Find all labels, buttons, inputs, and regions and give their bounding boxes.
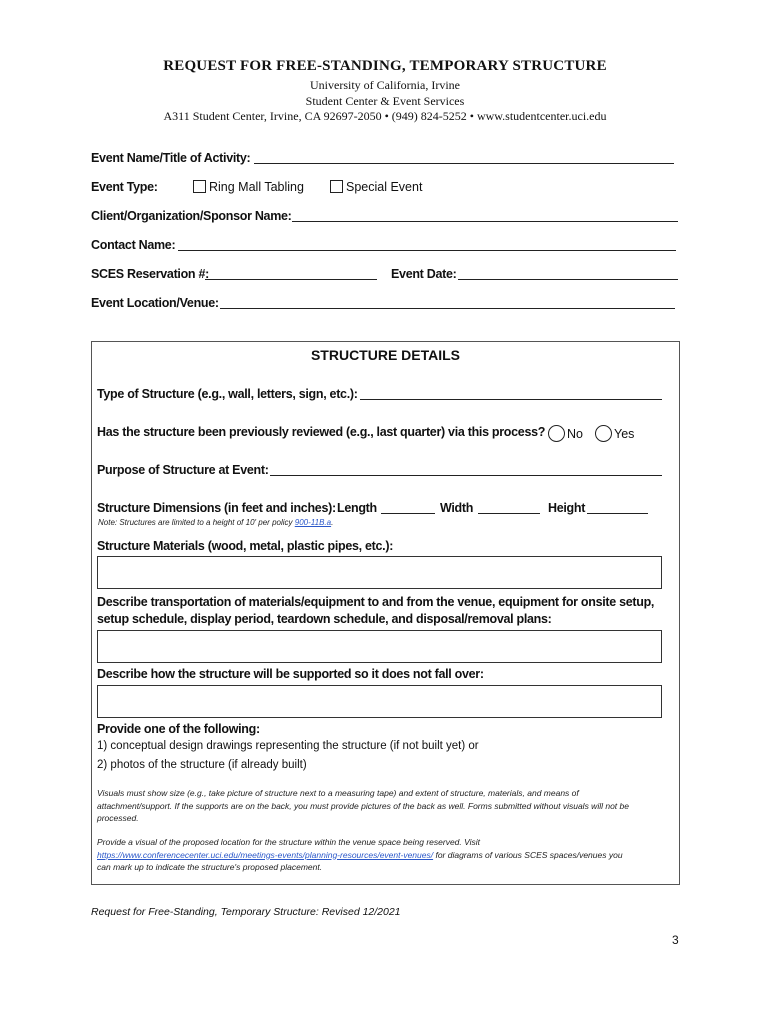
reviewed-question-label: Has the structure been previously reviewed (e.g., last quarter) via this process?	[97, 425, 546, 439]
reservation-label: SCES Reservation #:	[91, 267, 209, 281]
ring-mall-tabling-label: Ring Mall Tabling	[209, 180, 304, 194]
contact-name-field[interactable]	[178, 250, 676, 251]
event-type-label: Event Type:	[91, 180, 158, 194]
venues-link[interactable]: https://www.conferencecenter.uci.edu/meetings-events/planning-resources/event-venues/	[97, 849, 434, 860]
structure-type-label: Type of Structure (e.g., wall, letters, sign, etc.):	[97, 387, 358, 401]
transport-input-box[interactable]	[97, 630, 662, 663]
client-name-field[interactable]	[292, 221, 678, 222]
visuals-note-line-3: processed.	[97, 813, 139, 823]
transport-label-line-2: setup schedule, display period, teardown schedule, and disposal/removal plans:	[97, 612, 552, 626]
purpose-label: Purpose of Structure at Event:	[97, 463, 269, 477]
reviewed-yes-label: Yes	[614, 427, 635, 441]
location-note-line-3: can mark up to indicate the structure's proposed placement.	[97, 862, 323, 872]
reservation-field[interactable]	[205, 279, 377, 280]
height-label: Height	[548, 501, 586, 515]
provide-option-2: 2) photos of the structure (if already built)	[97, 759, 307, 771]
support-label: Describe how the structure will be supported so it does not fall over:	[97, 667, 484, 681]
visuals-note	[97, 787, 677, 825]
width-label: Width	[440, 501, 474, 515]
length-field[interactable]	[381, 513, 435, 514]
client-name-label: Client/Organization/Sponsor Name:	[91, 209, 292, 223]
visuals-note-line-1: Visuals must show size (e.g., take picture of structure next to a measuring tape) and extent of structure, materials, and means of	[97, 788, 579, 798]
reviewed-no-radio[interactable]	[548, 425, 565, 442]
event-name-label: Event Name/Title of Activity:	[91, 151, 251, 165]
department-address: A311 Student Center, Irvine, CA 92697-2050 • (949) 824-5252 • www.studentcenter.uci.edu	[163, 109, 607, 123]
event-date-label: Event Date:	[391, 267, 457, 281]
purpose-field[interactable]	[270, 475, 662, 476]
ring-mall-tabling-checkbox[interactable]	[193, 180, 206, 193]
policy-link[interactable]: 900-11B.a	[294, 518, 332, 527]
contact-name-label: Contact Name:	[91, 238, 176, 252]
reviewed-no-option[interactable]	[548, 425, 583, 442]
ring-mall-tabling-option[interactable]	[193, 180, 304, 194]
height-policy-note	[98, 518, 333, 527]
length-label: Length	[337, 501, 377, 515]
document-title: REQUEST FOR FREE-STANDING, TEMPORARY STRUCTURE	[163, 58, 607, 74]
university-name: University of California, Irvine	[310, 78, 460, 92]
reviewed-yes-option[interactable]	[595, 425, 634, 442]
support-input-box[interactable]	[97, 685, 662, 718]
structure-type-field[interactable]	[360, 399, 662, 400]
department-name: Student Center & Event Services	[305, 94, 465, 108]
special-event-checkbox[interactable]	[330, 180, 343, 193]
height-policy-note-text: Note: Structures are limited to a height of 10' per policy	[98, 518, 293, 527]
materials-input-box[interactable]	[97, 556, 662, 589]
location-note-line-1: Provide a visual of the proposed location for the structure within the venue space being reserved. Visit	[97, 837, 481, 847]
dimensions-label: Structure Dimensions (in feet and inches):	[97, 501, 336, 515]
event-name-field[interactable]	[254, 163, 674, 164]
visuals-note-line-2: attachment/support. If the supports are on the back, you must provide pictures of the back as well. Forms submitted without visuals will not be	[97, 800, 629, 811]
structure-details-heading: STRUCTURE DETAILS	[310, 347, 461, 363]
page-number: 3	[672, 933, 679, 947]
location-note-line-2: for diagrams of various SCES spaces/venues you	[433, 849, 623, 860]
event-date-field[interactable]	[458, 279, 678, 280]
special-event-label: Special Event	[346, 180, 423, 194]
policy-note-period: .	[331, 518, 334, 527]
provide-option-1: 1) conceptual design drawings representing the structure (if not built yet) or	[97, 740, 479, 752]
provide-label: Provide one of the following:	[97, 722, 260, 736]
location-label: Event Location/Venue:	[91, 296, 219, 310]
location-field[interactable]	[220, 308, 675, 309]
materials-label: Structure Materials (wood, metal, plastic pipes, etc.):	[97, 539, 394, 553]
location-note	[97, 836, 677, 874]
width-field[interactable]	[478, 513, 540, 514]
reviewed-no-label: No	[567, 427, 583, 441]
special-event-option[interactable]	[330, 180, 422, 194]
height-field[interactable]	[587, 513, 648, 514]
transport-label-line-1: Describe transportation of materials/equipment to and from the venue, equipment for onsite setup,	[97, 595, 655, 609]
reviewed-yes-radio[interactable]	[595, 425, 612, 442]
revision-footer: Request for Free-Standing, Temporary Structure: Revised 12/2021	[91, 906, 401, 918]
